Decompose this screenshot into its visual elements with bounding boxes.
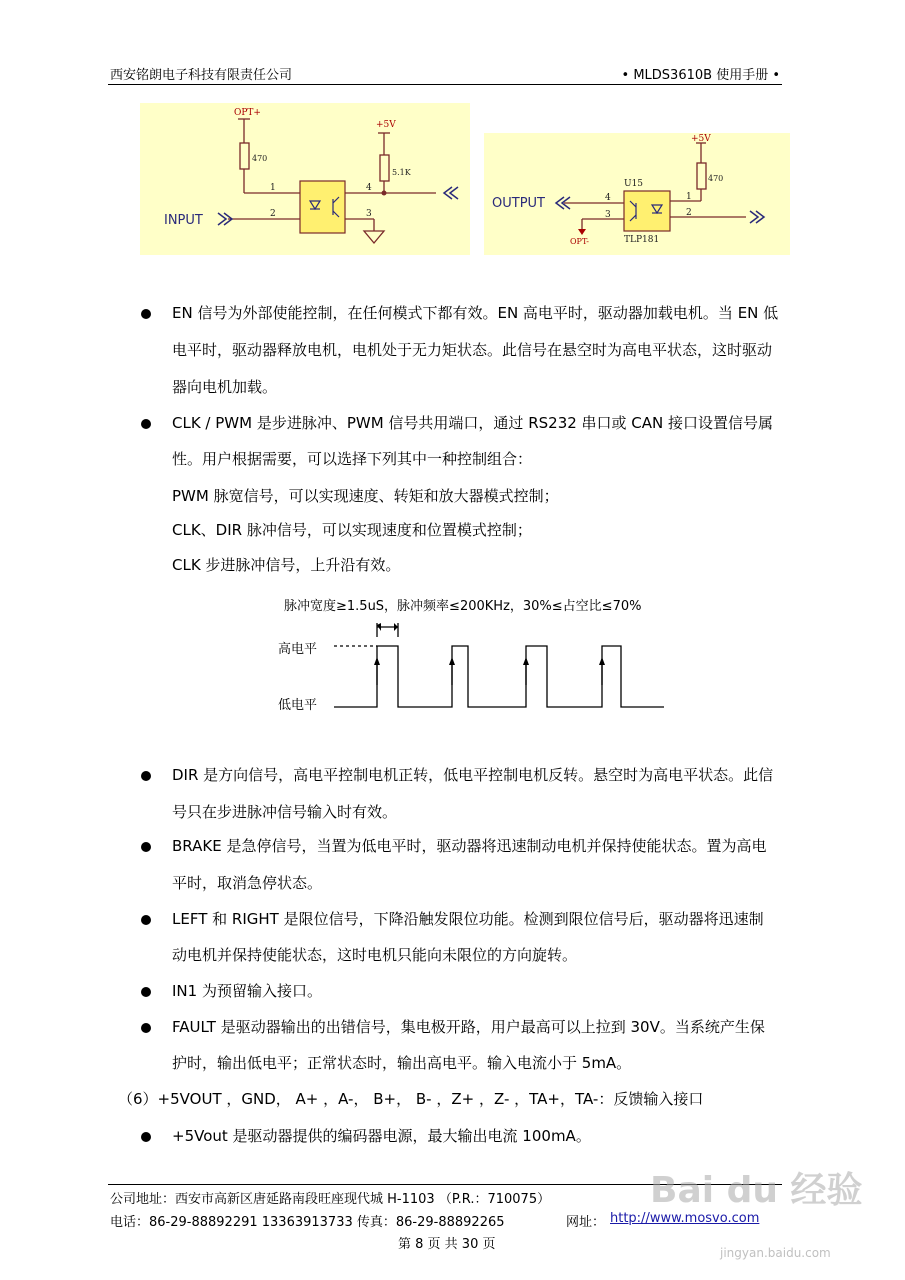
in1-text: IN1 为预留输入接口。	[172, 982, 322, 1000]
vcc-label-right: +5V	[691, 134, 711, 144]
clk-text-line-3: PWM 脉宽信号，可以实现速度、转矩和放大器模式控制；	[172, 487, 559, 505]
bullet-dir	[141, 771, 151, 781]
opt-plus-label: OPT+	[234, 108, 261, 118]
r-value-right: 470	[708, 174, 724, 183]
r2-value: 5.1K	[392, 168, 411, 177]
footer-url-label: 网址：	[566, 1215, 606, 1230]
opt-minus-label: OPT-	[570, 237, 589, 246]
output-label: OUTPUT	[492, 196, 545, 211]
input-optocoupler-schematic	[140, 103, 470, 255]
pin-3: 3	[366, 209, 372, 219]
pin-2-right: 2	[686, 208, 692, 218]
clk-text-line-4: CLK、DIR 脉冲信号，可以实现速度和位置模式控制；	[172, 521, 532, 539]
pin-1-right: 1	[686, 192, 692, 202]
en-text-line-1: EN 信号为外部使能控制，在任何模式下都有效。EN 高电平时，驱动器加载电机。当 EN 低	[172, 304, 779, 322]
pin-2: 2	[270, 209, 276, 219]
5vout-text: +5Vout 是驱动器提供的编码器电源，最大输出电流 100mA。	[172, 1127, 591, 1145]
clk-text-line-2: 性。用户根据需要，可以选择下列其中一种控制组合：	[172, 450, 533, 468]
limit-text-line-1: LEFT 和 RIGHT 是限位信号，下降沿触发限位功能。检测到限位信号后，驱动器将迅速制	[172, 910, 764, 928]
part-name: TLP181	[624, 235, 660, 245]
dir-text-line-1: DIR 是方向信号，高电平控制电机正转，低电平控制电机反转。悬空时为高电平状态。此信	[172, 766, 774, 784]
bullet-clk	[141, 419, 151, 429]
fault-text-line-2: 护时，输出低电平；正常状态时，输出高电平。输入电流小于 5mA。	[172, 1054, 632, 1072]
section-6-heading: （6）+5VOUT ，GND， A+ ，A-， B+， B- ，Z+ ，Z- ，TA+，TA-：反馈输入接口	[118, 1090, 704, 1108]
bullet-en	[141, 309, 151, 319]
brake-text-line-1: BRAKE 是急停信号，当置为低电平时，驱动器将迅速制动电机并保持使能状态。置为高电	[172, 837, 767, 855]
vcc-label: +5V	[376, 120, 396, 130]
bullet-5vout	[141, 1132, 151, 1142]
watermark-site: jingyan.baidu.com	[720, 1246, 831, 1260]
bullet-in1	[141, 987, 151, 997]
limit-text-line-2: 动电机并保持使能状态，这时电机只能向未限位的方向旋转。	[172, 946, 578, 964]
r1-value: 470	[252, 154, 268, 163]
high-level-label: 高电平	[278, 642, 318, 657]
bullet-limit	[141, 915, 151, 925]
header-divider	[108, 84, 782, 85]
footer-address: 公司地址：西安市高新区唐延路南段旺座现代城 H-1103 （P.R.：710075）	[110, 1192, 551, 1207]
input-label: INPUT	[164, 213, 203, 228]
low-level-label: 低电平	[278, 698, 318, 713]
pin-3-right: 3	[605, 210, 611, 220]
footer-phone: 电话：86-29-88892291 13363913733 传真：86-29-88892265	[110, 1215, 505, 1230]
clk-text-line-5: CLK 步进脉冲信号，上升沿有效。	[172, 556, 401, 574]
timing-waveform	[330, 615, 670, 715]
bullet-fault	[141, 1023, 151, 1033]
page-number: 第 8 页 共 30 页	[398, 1237, 496, 1252]
fault-text-line-1: FAULT 是驱动器输出的出错信号，集电极开路，用户最高可以上拉到 30V。当系统产生保	[172, 1018, 765, 1036]
pin-1: 1	[270, 183, 276, 193]
watermark-brand: Bai du 经验	[650, 1170, 863, 1211]
footer-website-link[interactable]: http://www.mosvo.com	[610, 1211, 760, 1226]
en-text-line-2: 电平时，驱动器释放电机，电机处于无力矩状态。此信号在悬空时为高电平状态，这时驱动	[172, 341, 773, 359]
dir-text-line-2: 号只在步进脉冲信号输入时有效。	[172, 803, 398, 821]
header-company: 西安铭朗电子科技有限责任公司	[110, 68, 293, 83]
pin-4: 4	[366, 183, 372, 193]
pin-4-right: 4	[605, 193, 611, 203]
output-optocoupler-schematic	[484, 133, 790, 255]
bullet-brake	[141, 842, 151, 852]
part-ref: U15	[624, 179, 644, 189]
header-manual-title: • MLDS3610B 使用手册 •	[621, 68, 780, 83]
brake-text-line-2: 平时，取消急停状态。	[172, 874, 323, 892]
en-text-line-3: 器向电机加载。	[172, 378, 278, 396]
clk-text-line-1: CLK / PWM 是步进脉冲、PWM 信号共用端口，通过 RS232 串口或 CAN 接口设置信号属	[172, 414, 774, 432]
timing-caption: 脉冲宽度≥1.5uS，脉冲频率≤200KHz，30%≤占空比≤70%	[284, 599, 642, 614]
